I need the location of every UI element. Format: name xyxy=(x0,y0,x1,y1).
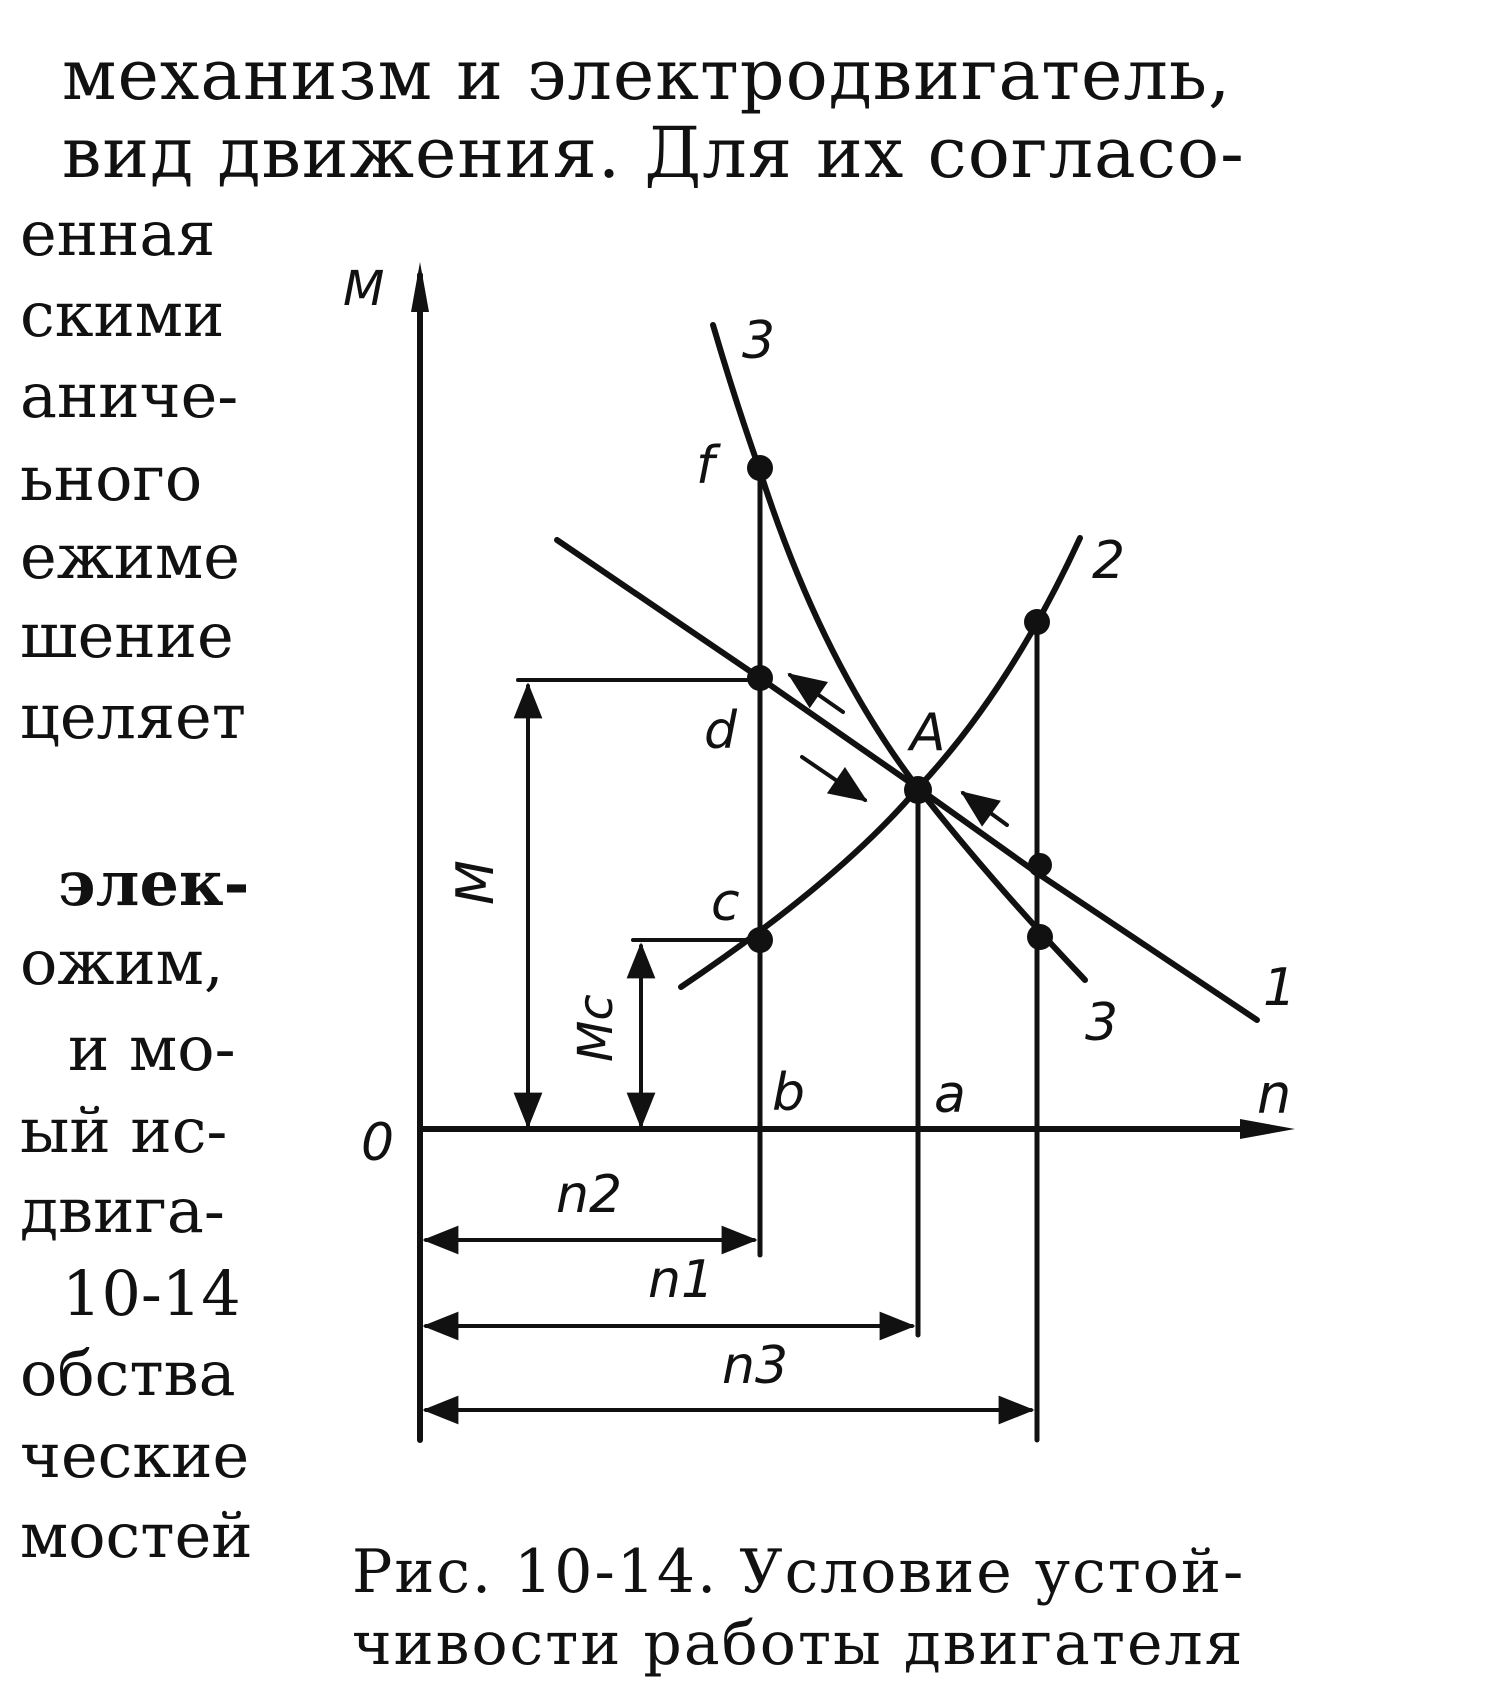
body-text-line-2: вид движения. Для их согласо- xyxy=(62,112,1245,194)
axis-label-n: n xyxy=(1257,1063,1292,1126)
left-fragment-3: аниче- xyxy=(20,359,239,432)
dimension-label-n1: n1 xyxy=(648,1250,715,1310)
direction-arrow-2 xyxy=(802,757,865,800)
point-label-c: c xyxy=(711,873,740,933)
point-d xyxy=(747,665,773,691)
dimension-label-Mc: Mc xyxy=(568,994,624,1062)
point-A xyxy=(904,776,932,804)
left-fragment-2: скими xyxy=(20,278,225,351)
point-curve3-right xyxy=(1027,924,1053,950)
point-label-b: b xyxy=(772,1063,806,1123)
left-fragment-7: целяет xyxy=(20,680,247,753)
left-fragment-16: мостей xyxy=(20,1499,253,1572)
left-fragment-14: обства xyxy=(20,1337,236,1410)
point-label-f: f xyxy=(696,436,715,496)
body-text-line-1: механизм и электродвигатель, xyxy=(62,34,1232,116)
figure-caption-line-1: Рис. 10-14. Условие устой- xyxy=(352,1537,1246,1607)
left-fragment-4: ьного xyxy=(20,442,203,515)
dimension-label-n2: n2 xyxy=(556,1165,623,1225)
left-fragment-9: ожим, xyxy=(20,926,224,999)
curve-label-2: 2 xyxy=(1092,531,1126,591)
point-label-d: d xyxy=(704,701,738,761)
dimension-label-n3: n3 xyxy=(722,1336,789,1396)
axis-label-M: M xyxy=(343,261,385,317)
point-c xyxy=(747,927,773,953)
left-fragment-12: двига- xyxy=(20,1174,225,1247)
left-fragment-6: шение xyxy=(20,599,234,672)
curve-1 xyxy=(557,540,1257,1020)
curve-3 xyxy=(713,325,1085,980)
left-fragment-10: и мо- xyxy=(68,1012,236,1085)
left-fragment-13: 10-14 xyxy=(62,1257,241,1330)
direction-arrow-3 xyxy=(963,793,1007,825)
point-f xyxy=(747,455,773,481)
left-fragment-11: ый ис- xyxy=(20,1094,228,1167)
point-label-A: A xyxy=(910,703,946,763)
figure-caption-line-2: чивости работы двигателя xyxy=(352,1609,1245,1679)
dimension-label-M: M xyxy=(446,860,506,905)
point-curve2-upper xyxy=(1024,609,1050,635)
curve-label-3-bottom: 3 xyxy=(1085,993,1119,1053)
left-fragment-8: элек- xyxy=(58,847,250,920)
point-curve1-right xyxy=(1028,853,1052,877)
left-fragment-1: енная xyxy=(20,197,216,270)
point-label-a: a xyxy=(934,1065,966,1125)
axis-label-origin: 0 xyxy=(361,1113,395,1173)
left-fragment-5: ежиме xyxy=(20,520,240,593)
curve-label-3-top: 3 xyxy=(742,311,776,371)
m-axis-arrowhead xyxy=(411,262,429,312)
left-fragment-15: ческие xyxy=(20,1419,250,1492)
curve-label-1: 1 xyxy=(1263,958,1297,1018)
